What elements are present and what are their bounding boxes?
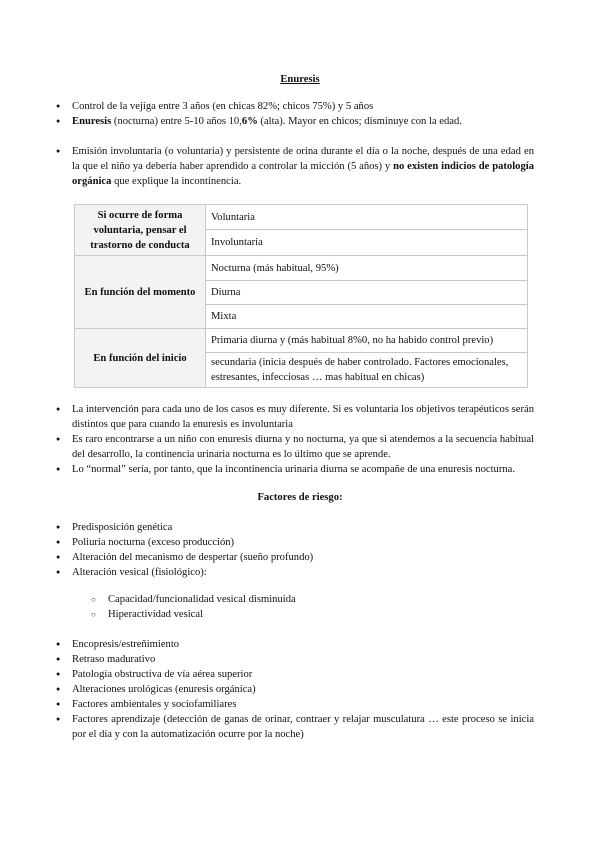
- intro-b1: Control de la vejiga entre 3 años (en chicas 82%; chicos 75%) y 5 años: [72, 101, 374, 112]
- list-item: ● Lo “normal” sería, por tanto, que la incontinencia urinaria diurna se acompañe de una enuresis nocturna.: [72, 462, 534, 477]
- classification-table: [74, 204, 528, 388]
- table-cell: Voluntaria: [206, 205, 528, 230]
- table-row: [75, 256, 528, 281]
- intro-b2-pct: 6%: [241, 116, 258, 127]
- list-item: ● Factores ambientales y sociofamiliares: [72, 697, 534, 712]
- definition-text: Emisión involuntaria (o voluntaria) y persistente de orina durante el día o la noche, después de una edad en la que el niño ya debería haber aprendido a controlar la micción (5 años) y: [72, 146, 534, 172]
- list-item: ● Encopresis/estreñimiento: [72, 637, 534, 652]
- list-item: ● Retraso madurativo: [72, 652, 534, 667]
- intro-b2-bold: Enuresis: [72, 116, 112, 127]
- table-group-label: Si ocurre de forma voluntaria, pensar el trastorno de conducta: [75, 205, 206, 256]
- intro-list: [72, 99, 534, 129]
- risk-sublist: [108, 592, 528, 622]
- list-item: [72, 99, 534, 114]
- notes-list: [72, 402, 534, 477]
- risk-list-1: [72, 520, 534, 580]
- list-item: [72, 144, 534, 189]
- list-item: ● Es raro encontrarse a un niño con enuresis diurna y no nocturna, ya que si atendemos a la secuencia habitual del desarrollo, la continencia urinaria nocturna es lo último que se aprende.: [72, 432, 534, 462]
- table-cell: Mixta: [206, 305, 528, 329]
- intro-b2-end: (alta). Mayor en chicos; disminuye con la edad.: [257, 116, 462, 127]
- table-group-label: En función del momento: [75, 256, 206, 329]
- page-title: Enuresis: [280, 74, 320, 85]
- list-item: ● La intervención para cada uno de los casos es muy diferente. Si es voluntaria los objetivos terapéuticos serán distintos que para cuando la enuresis es involuntaria: [72, 402, 534, 432]
- table-group-label: En función del inicio: [75, 329, 206, 388]
- list-item: ● Factores aprendizaje (detección de ganas de orinar, contraer y relajar musculatura … este proceso se inicia por el día y con la automatización ocurre por la noche): [72, 712, 534, 742]
- table-cell: Nocturna (más habitual, 95%): [206, 256, 528, 281]
- list-item: ● Alteración del mecanismo de despertar (sueño profundo): [72, 550, 534, 565]
- list-item: ○ Capacidad/funcionalidad vesical disminuida: [108, 592, 528, 607]
- table-cell: secundaria (inicia después de haber controlado. Factores emocionales, estresantes, infecciosas … mas habitual en chicas): [206, 353, 528, 388]
- table-row: [75, 329, 528, 353]
- list-item: ● Alteraciones urológicas (enuresis orgánica): [72, 682, 534, 697]
- table-cell: Involuntaria: [206, 230, 528, 256]
- list-item: ● Patología obstructiva de vía aérea superior: [72, 667, 534, 682]
- table-row: [75, 205, 528, 230]
- list-item: [72, 114, 534, 129]
- definition-list: [72, 144, 534, 189]
- list-item: ● Poliuria nocturna (exceso producción): [72, 535, 534, 550]
- table-cell: Diurna: [206, 281, 528, 305]
- table-cell: Primaria diurna y (más habitual 8%0, no ha habido control previo): [206, 329, 528, 353]
- list-item: ● Alteración vesical (fisiológico):: [72, 565, 534, 580]
- section-title: Factores de riesgo:: [257, 492, 343, 503]
- definition-bold: no existen indicios de patología orgánica: [72, 161, 534, 187]
- list-item: ● Predisposición genética: [72, 520, 534, 535]
- list-item: ○ Hiperactividad vesical: [108, 607, 528, 622]
- definition-end: que explique la incontinencia.: [111, 176, 242, 187]
- intro-b2-rest: (nocturna) entre 5-10 años 10,: [111, 116, 242, 127]
- risk-list-2: [72, 637, 534, 742]
